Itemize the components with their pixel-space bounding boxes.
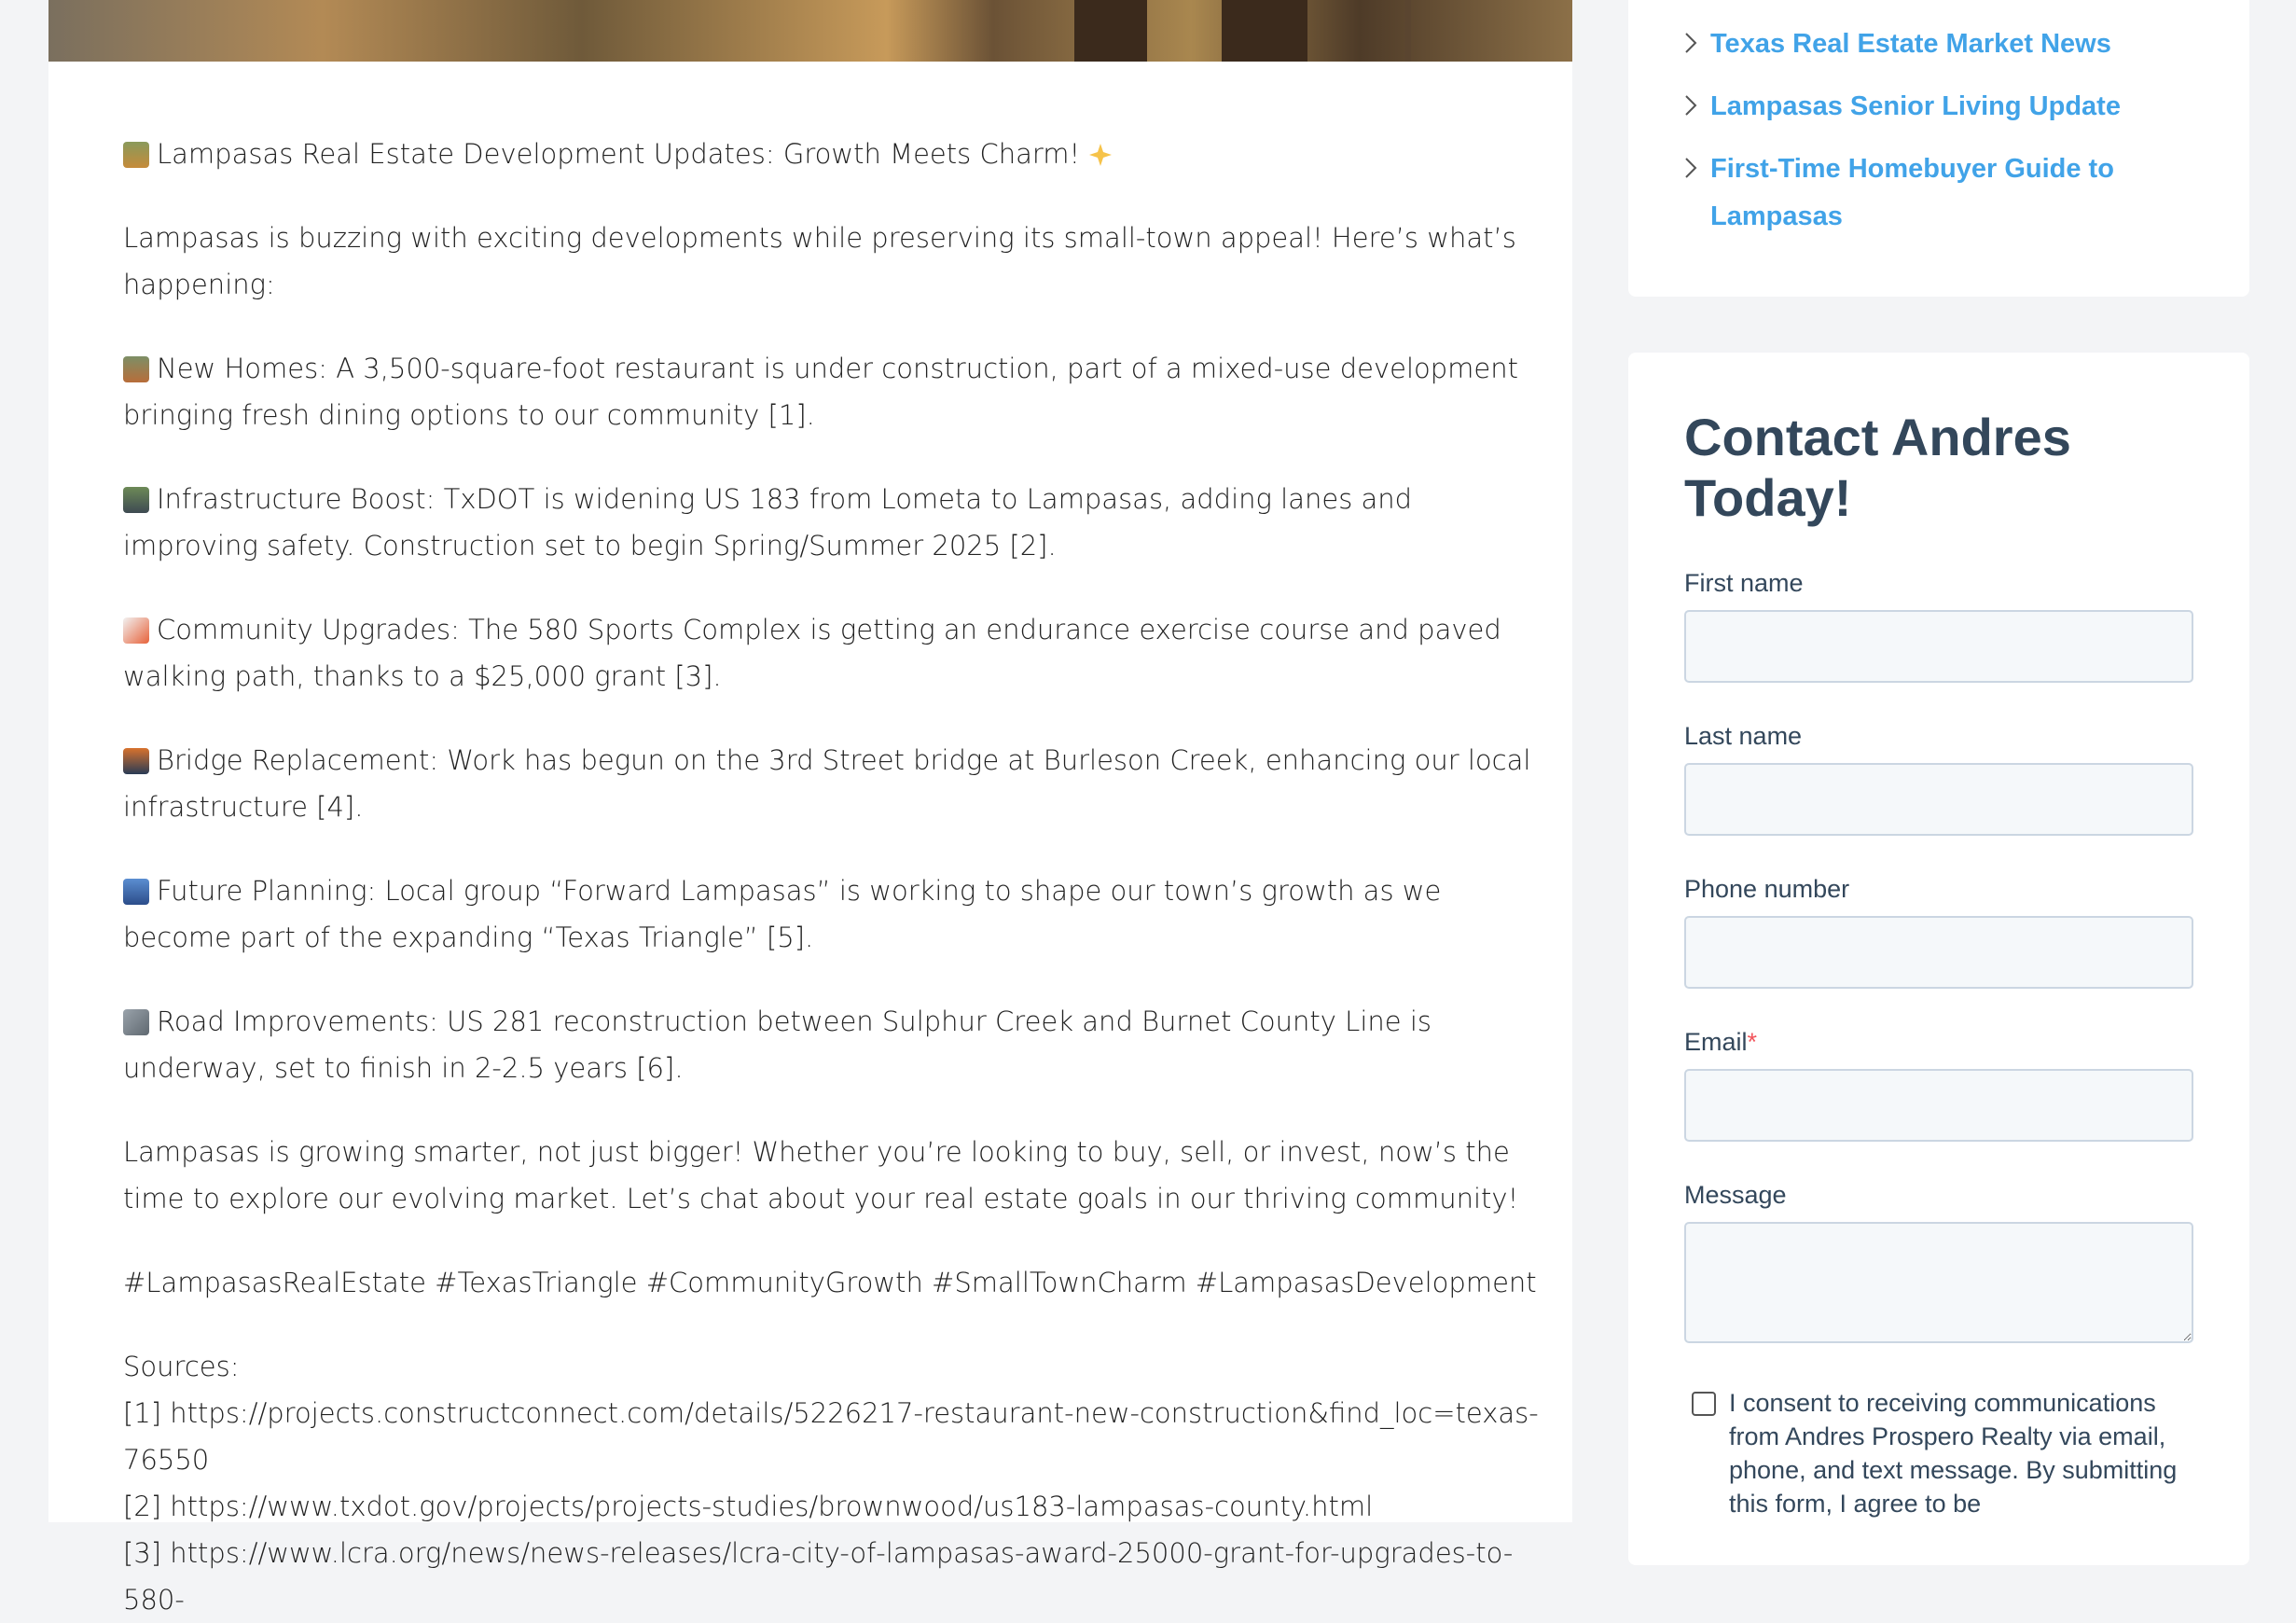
recent-post-link[interactable]: First-Time Homebuyer Guide to Lampasas: [1710, 154, 2114, 231]
article-item: Infrastructure Boost: TxDOT is widening US 183 from Lometa to Lampasas, adding lanes and improving safety. Construction set to begin Spring/Summer 2025 [2].: [123, 483, 1413, 562]
article-item: Bridge Replacement: Work has begun on the 3rd Street bridge at Burleson Creek, enhancing our local infrastructure [4].: [123, 744, 1531, 823]
email-label: [1684, 1028, 1757, 1057]
house-garden-icon: [123, 142, 149, 168]
recent-post-link[interactable]: Lampasas Senior Living Update: [1710, 91, 2121, 121]
hero-fence-post: [1074, 0, 1147, 62]
phone-field[interactable]: [1684, 916, 2193, 989]
required-mark: *: [1747, 1028, 1758, 1056]
recent-posts-list: [1684, 21, 2206, 256]
recent-post-item: [1684, 146, 2206, 241]
article-closing: Lampasas is growing smarter, not just bigger! Whether you’re looking to buy, sell, or invest, now’s the time to explore our evolving market. Let’s chat about your real estate goals in our thriving community!: [123, 1136, 1519, 1214]
hero-image: [48, 0, 1572, 62]
recent-post-link[interactable]: Texas Real Estate Market News: [1710, 29, 2111, 59]
source-link[interactable]: [2] https://www.txdot.gov/projects/projects-studies/brownwood/us183-lampasas-county.html: [123, 1491, 1374, 1522]
last-name-label: Last name: [1684, 722, 1803, 750]
recent-post-item: [1684, 21, 2206, 68]
article-item: Road Improvements: US 281 reconstruction between Sulphur Creek and Burnet County Line is underway, set to finish in 2-2.5 years [6].: [123, 1006, 1432, 1084]
recent-posts-widget: [1628, 0, 2249, 297]
article-body: [123, 131, 1541, 1623]
hero-fence-post: [1222, 0, 1307, 62]
first-name-label: First name: [1684, 569, 1804, 597]
houses-icon: [123, 356, 149, 382]
article-item: Future Planning: Local group “Forward Lampasas” is working to shape our town’s growth as we become part of the expanding “Texas Triangle” [5].: [123, 875, 1442, 953]
cityscape-icon: [123, 879, 149, 905]
sources-label: Sources:: [123, 1351, 240, 1382]
contact-form-panel: [1628, 353, 2249, 1565]
chevron-right-icon: [1684, 94, 1697, 117]
source-link[interactable]: [1] https://projects.constructconnect.com/details/5226217-restaurant-new-construction&find_loc=texas-76550: [123, 1397, 1539, 1476]
source-link[interactable]: [3] https://www.lcra.org/news/news-releases/lcra-city-of-lampasas-award-25000-grant-for-upgrades-to-580-: [123, 1537, 1514, 1616]
consent-checkbox[interactable]: [1692, 1392, 1716, 1416]
sparkle-star-icon: [1087, 142, 1113, 168]
motorway-icon: [123, 487, 149, 513]
message-label: Message: [1684, 1181, 1787, 1209]
email-label-text: Email: [1684, 1028, 1748, 1056]
article-panel: [48, 0, 1572, 1616]
contact-title: Contact Andres Today!: [1684, 408, 2071, 527]
article-hashtags: #LampasasRealEstate #TexasTriangle #CommunityGrowth #SmallTownCharm #LampasasDevelopment: [123, 1267, 1537, 1298]
last-name-field[interactable]: [1684, 763, 2193, 836]
message-field[interactable]: [1684, 1222, 2193, 1343]
chevron-right-icon: [1684, 32, 1697, 54]
sources-list: [123, 1343, 1541, 1623]
article-headline: Lampasas Real Estate Development Updates: Growth Meets Charm!: [123, 131, 1541, 177]
tools-icon: [123, 1009, 149, 1035]
phone-label: Phone number: [1684, 875, 1850, 903]
consent-text: I consent to receiving communications from Andres Prospero Realty via email, phone, and text message. By submitting this form, I agree to be: [1729, 1389, 2178, 1518]
first-name-field[interactable]: [1684, 610, 2193, 683]
runner-icon: [123, 617, 149, 644]
bridge-icon: [123, 748, 149, 774]
chevron-right-icon: [1684, 157, 1697, 179]
article-item: New Homes: A 3,500-square-foot restaurant is under construction, part of a mixed-use development bringing fresh dining options to our community [1].: [123, 353, 1519, 431]
recent-post-item: [1684, 83, 2206, 131]
article-intro: Lampasas is buzzing with exciting developments while preserving its small-town appeal! Here’s what’s happening:: [123, 222, 1516, 300]
email-field[interactable]: [1684, 1069, 2193, 1142]
hero-fence-post: [1405, 0, 1411, 62]
article-item: Community Upgrades: The 580 Sports Complex is getting an endurance exercise course and paved walking path, thanks to a $25,000 grant [3].: [123, 614, 1501, 692]
